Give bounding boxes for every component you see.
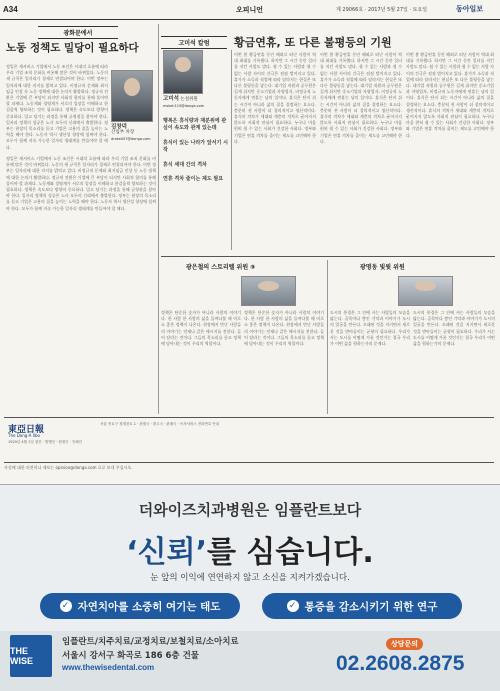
author-email-right: mskoh119@donga.com	[163, 104, 205, 108]
sub-body-right-2: 도시의 풍경은 그 안에 사는 사람들의 모습을 닮는다. 골목마다 쌓인 기억과 이야기가 도시의 얼굴을 만든다. 오래된 것을 지키면서 새로운 것을 받아들이는 균형이 필요하다. 우리가 사는 도시를 어떻게 가꿀 것인가는 결국 우리가 어떤 삶을 원하는가의 문제다.	[413, 310, 495, 347]
column-divider	[327, 260, 328, 414]
column-tag-left: 광화문에서	[38, 26, 118, 39]
paper-name: 동아일보	[456, 5, 484, 13]
author-name-right: 고미석	[163, 96, 179, 102]
author-photo-left	[111, 70, 153, 122]
author-photo-right	[163, 50, 203, 94]
masthead-logo-sub: The Dong-A Ilbo	[8, 433, 40, 438]
byline-right	[163, 96, 229, 109]
phone-label: 상담문의	[386, 638, 423, 650]
author-role-right: 논설위원	[180, 97, 198, 102]
article-body-right-1: 이번 봄 황금연휴 동안 해외로 떠난 사람이 역대 최대를 기록했다. 하지만 그 시간 동안 일터를 지킨 사람도 많다. 쉴 수 있는 사람과 쉴 수 없는 사람 사이의 간극은 점점 벌어지고 있다. 휴가가 소득과 직업에 따라 달라지는 현실은 또 다른 불평등을 낳는다. 대기업 직원과 공무원은 길게 쉬지만 중소기업과 자영업자, 비정규직 노동자에게 연휴는 남의 일이다. 휴식은 단지 쉬는 시간이 아니라 삶의 질을 결정하는 요소다. 충분히 쉰 사람이 더 창의적이고 생산적이다. 휴식의 격차가 세대와 계층의 격차로 굳어지지 않도록 사회적 관심이 필요하다. 누구나 마음 편히 쉴 수 있는 사회가 건강한 사회다. 정부와 기업은 연휴 격차를 줄이는 제도를 고민해야 한다.	[234, 52, 316, 144]
byline-left	[111, 124, 157, 142]
ad-address: 서울시 강서구 화곡로 186 6층 건물	[62, 651, 199, 661]
article-body-left-2: 정일은 재서비스 기업에서 노동 조건은 시대의 흐름에 따라 우리 기업 조직 문화를 비롯해 많은 것이 바뀌었다. 노동의 새 규칙은 일자리가 경제로 연결되어야 한다. 이번 정부는 일자리에 대한 의지를 밝히고 있다. 비정규직 문제와 최저임금 인상 등 노동 정책에 대한 논의가 활발하다. 정규직 전환은 기업에 큰 부담이 되지만 사회적 합의를 통해 풀어야 할 과제다. 노동계와 경영계가 서로의 입장을 이해하고 한걸음씩 양보하는 것이 필요하다. 정책은 속도보다 방향이 중요하다. 밀고 당기는 과정을 통해 균형점을 찾아야 한다. 일자리 정책의 성공은 노사 모두의 신뢰에서 출발한다. 정부는 현장의 목소리를 듣고 기업은 고용의 질을 높이는 노력을 해야 한다. 노동자 역시 생산성 향상에 힘써야 한다. 모두가 함께 지속 가능한 일자리 생태계를 만들어야 할 때다.	[6, 156, 156, 211]
author-name-left: 김창덕	[111, 124, 127, 130]
author-email-left: drake007@donga.com	[111, 137, 151, 141]
column-divider	[158, 24, 159, 414]
page-header	[0, 0, 500, 20]
ad-line1: 더와이즈치과병원은 임플란트보다	[138, 501, 362, 519]
ad-pill-1-label: 자연치아를 소중히 여기는 태도	[77, 600, 221, 613]
section-title: 오피니언	[236, 6, 264, 14]
ad-headline-rest: 를 심습니다.	[207, 535, 374, 570]
dental-advertisement[interactable]	[0, 484, 500, 691]
pull-quote: 연휴 격차 줄이는 제도 필요	[163, 176, 224, 183]
page-number: A34	[3, 5, 18, 14]
column-divider	[231, 50, 232, 250]
masthead-note: 사설에 대한 의견이나 제보는 opinion@donga.com 으로 보내 주십시오.	[4, 465, 133, 470]
article-body-right-3: 이번 봄 황금연휴 동안 해외로 떠난 사람이 역대 최대를 기록했다. 하지만 그 시간 동안 일터를 지킨 사람도 많다. 쉴 수 있는 사람과 쉴 수 없는 사람 사이의 간극은 점점 벌어지고 있다. 휴가가 소득과 직업에 따라 달라지는 현실은 또 다른 불평등을 낳는다. 대기업 직원과 공무원은 길게 쉬지만 중소기업과 자영업자, 비정규직 노동자에게 연휴는 남의 일이다. 휴식은 단지 쉬는 시간이 아니라 삶의 질을 결정하는 요소다. 충분히 쉰 사람이 더 창의적이고 생산적이다. 휴식의 격차가 세대와 계층의 격차로 굳어지지 않도록 사회적 관심이 필요하다. 누구나 마음 편히 쉴 수 있는 사회가 건강한 사회다. 정부와 기업은 연휴 격차를 줄이는 제도를 고민해야 한다.	[406, 52, 494, 138]
ad-headline-quote: ‘신뢰’	[126, 535, 207, 570]
ad-pill-2	[262, 593, 462, 619]
sub-tag-left: 광은철의 스토리텔 위원 ⑨	[186, 264, 256, 271]
clinic-logo: THE WISE	[10, 635, 52, 677]
author-role-left: 산업부 차장	[111, 130, 135, 135]
check-icon: ✓	[287, 600, 299, 612]
sub-tag-right: 광명동 빛윗 위원	[360, 264, 405, 271]
masthead-address: 서울 종로구 청계천로 1 · 편집국 · 광고국 · 판매국 · 독자서비스 전화번호 안내	[100, 422, 220, 426]
phone-number[interactable]: 02.2608.2875	[336, 652, 465, 675]
column-tag-right: 고미석 칼럼	[161, 36, 227, 49]
pull-quotes	[163, 118, 229, 190]
sub-photo-right	[398, 276, 453, 306]
ad-pill-1	[40, 593, 240, 619]
ad-website[interactable]: www.thewisedental.com	[62, 663, 155, 672]
pull-quote: 휴식이 있는 나라가 앞서기 시작	[163, 139, 228, 154]
issue-date: 제 29066호 · 2017년 5월 27일 · 토요일	[336, 7, 428, 13]
article-body-left-1: 정일은 재서비스 기업에서 노동 조건은 시대의 흐름에 따라 우리 기업 조직 문화를 비롯해 많은 것이 바뀌었다. 노동의 새 규칙은 일자리가 경제로 연결되어야 한다. 이번 정부는 일자리에 대한 의지를 밝히고 있다. 비정규직 문제와 최저임금 인상 등 노동 정책에 대한 논의가 활발하다. 정규직 전환은 기업에 큰 부담이 되지만 사회적 합의를 통해 풀어야 할 과제다. 노동계와 경영계가 서로의 입장을 이해하고 한걸음씩 양보하는 것이 필요하다. 정책은 속도보다 방향이 중요하다. 밀고 당기는 과정을 통해 균형점을 찾아야 한다. 일자리 정책의 성공은 노사 모두의 신뢰에서 출발한다. 정부는 현장의 목소리를 듣고 기업은 고용의 질을 높이는 노력을 해야 한다. 노동자 역시 생산성 향상에 힘써야 한다. 모두가 함께 지속 가능한 일자리 생태계를 만들어야 할 때다.	[6, 64, 108, 150]
masthead-box	[4, 417, 494, 463]
ad-pill-2-label: 통증을 감소시키기 위한 연구	[304, 600, 438, 613]
sub-body-left-2: 정책은 단순한 숫자가 아니라 사람의 이야기다. 한 사람 한 사람의 삶을 들여다볼 때 비로소 좋은 정책이 나온다. 현장에서 만난 사람들의 이야기는 언제나 같은 메시지를 전한다. 들어 달라는 것이다. 그들의 목소리를 듣고 정책에 담아내는 것이 우리의 역할이다.	[244, 310, 324, 347]
headline-left: 노동 정책도 밀당이 필요하다	[6, 42, 139, 54]
sub-body-left-1: 정책은 단순한 숫자가 아니라 사람의 이야기다. 한 사람 한 사람의 삶을 들여다볼 때 비로소 좋은 정책이 나온다. 현장에서 만난 사람들의 이야기는 언제나 같은 메시지를 전한다. 들어 달라는 것이다. 그들의 목소리를 듣고 정책에 담아내는 것이 우리의 역할이다.	[161, 310, 241, 347]
ad-headline	[0, 527, 500, 571]
ad-line3: 눈 앞의 이익에 연연하지 않고 소신을 지켜가겠습니다.	[150, 573, 350, 583]
pull-quote: 행복은 휴식량과 재분위에 관심이 속도와 관계 있는데	[163, 118, 227, 132]
section-divider	[161, 256, 495, 257]
check-icon: ✓	[60, 600, 72, 612]
article-body-right-2: 이번 봄 황금연휴 동안 해외로 떠난 사람이 역대 최대를 기록했다. 하지만 그 시간 동안 일터를 지킨 사람도 많다. 쉴 수 있는 사람과 쉴 수 없는 사람 사이의 간극은 점점 벌어지고 있다. 휴가가 소득과 직업에 따라 달라지는 현실은 또 다른 불평등을 낳는다. 대기업 직원과 공무원은 길게 쉬지만 중소기업과 자영업자, 비정규직 노동자에게 연휴는 남의 일이다. 휴식은 단지 쉬는 시간이 아니라 삶의 질을 결정하는 요소다. 충분히 쉰 사람이 더 창의적이고 생산적이다. 휴식의 격차가 세대와 계층의 격차로 굳어지지 않도록 사회적 관심이 필요하다. 누구나 마음 편히 쉴 수 있는 사회가 건강한 사회다. 정부와 기업은 연휴 격차를 줄이는 제도를 고민해야 한다.	[320, 52, 402, 144]
sub-body-right-1: 도시의 풍경은 그 안에 사는 사람들의 모습을 닮는다. 골목마다 쌓인 기억과 이야기가 도시의 얼굴을 만든다. 오래된 것을 지키면서 새로운 것을 받아들이는 균형이 필요하다. 우리가 사는 도시를 어떻게 가꿀 것인가는 결국 우리가 어떤 삶을 원하는가의 문제다.	[330, 310, 410, 347]
sub-photo-left	[241, 276, 296, 306]
headline-right: 황금연휴, 또 다른 불평등의 기원	[234, 36, 392, 49]
masthead-logo: 東亞日報	[8, 424, 45, 434]
ad-services: 임플란트/치주치료/교정치료/보철치료/소아치료	[62, 637, 239, 647]
masthead-info: 1920년 4월 1일 창간 · 발행인 · 편집인 · 인쇄인	[8, 440, 83, 444]
pull-quote: 휴식 세대 간의 격차	[163, 161, 207, 168]
